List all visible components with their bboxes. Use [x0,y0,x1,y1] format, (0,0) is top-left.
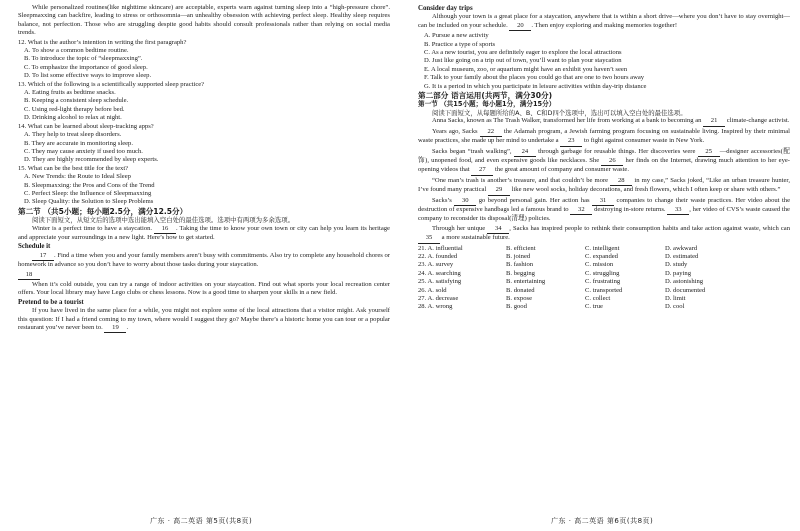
blank-30[interactable]: 30 [454,197,476,206]
choice-c: C. As a new tourist, you are definitely eager to explore the local attractions [424,49,622,57]
option-a: A. Eating fruits as bedtime snacks. [24,89,116,97]
option-a: 21. A. influential [418,244,463,252]
option-b: B. They are accurate in monitoring sleep. [24,139,134,147]
option-d: D. awkward [665,244,698,252]
question-14 [18,123,390,165]
option-d: D. Sleep Quality: the Solution to Sleep Problems [24,198,154,206]
options-row-27 [418,295,790,303]
blank-18-heading [18,271,390,280]
indoor-paragraph: When it’s cold outside, you can try a range of indoor activities on your staycation. Find out what sports your local recreation center offers. Your local library may have Lego clubs or chess lessons. Now is a good time to sharpen your skills in a new field. [18,281,390,297]
question-15 [18,165,390,207]
question-stem: 13. Which of the following is a scientifically supported sleep practice? [18,80,205,88]
option-c: C. collect [585,295,611,302]
sleep-passage-paragraph: While personalized routines(like nighttime skincare) are acceptable, experts warn against turning sleep into a “high-pressure chore”. Sleepmaxxing can backfire, leading to stress or orthosomnia—an unhealthy obsession with achieving perfect sleep. Healthy sleep requires balance, not perfection. Those who are struggling despite good habits should consult professionals rather than relying on social media trends. [18,4,390,37]
choice-d: D. Just like going on a trip out of town, you’ll want to plan your staycation [424,57,622,65]
options-row-24 [418,270,790,278]
question-13 [18,81,390,123]
option-b: B. begging [506,269,535,277]
section-1-instructions: 阅读下面短文，从每题所给的A、B、C和D四个选项中，选出可以填入空白处的最佳选项。 [432,108,687,117]
blank-16[interactable]: 16 [154,225,176,234]
section-1-title: 第一节 （共15小题；每小题1分，满分15分） [418,100,556,109]
blank-27[interactable]: 27 [471,166,493,175]
options-row-28 [418,303,790,311]
option-a: A. They help to treat sleep disorders. [24,131,122,139]
option-d: D. study [665,261,688,269]
option-c: C. mission [585,261,614,269]
part-2-title: 第二部分 语言运用(共两节，满分30分) [418,91,553,101]
schedule-paragraph: 17 . Find a time when you and your family members aren’t busy with commitments. Also try to complete any household chores or homework in advance so you don’t have to worry about those tasks during your staycation. [18,251,390,269]
day-trips-paragraph: Although your town is a great place for a staycation, anywhere that is within a short drive—where you don’t have to stay overnight—can be included on your schedule. 20 . Then enjoy exploring and making memories together! [418,13,790,31]
option-c: C. Perfect Sleep: the Influence of Sleepmaxxing [24,189,152,197]
section-2-instructions: 阅读下面短文，从短文后的选项中选出能填入空白处的最佳选项。选项中有两项为多余选项。 [32,216,295,225]
option-d: D. limit [665,295,686,302]
option-b: B. expose [506,295,533,302]
page-6-footer: 广东 · 高二英语 第6页(共8页) [551,517,654,525]
blank-34[interactable]: 34 [487,225,509,234]
option-c: C. expanded [585,252,618,260]
page-5-column [18,4,390,514]
cloze-paragraph-2: Years ago, Sacks 22 the Adamah program, a Jewish farming program focusing on sustainable living. Inspired by their minimal waste practices, she made up her mind to undertake a 23 to fight against consumer waste in New York. [418,128,790,147]
cloze-options-table [418,245,790,312]
blank-35[interactable]: 35 [418,234,440,243]
blank-19[interactable]: 19 [104,324,126,333]
option-a: A. New Trends: the Route to Ideal Sleep [24,173,131,181]
options-row-23 [418,261,790,269]
staycation-intro: Winter is a perfect time to have a staycation. 16 . Taking the time to know your own town or city can help you learn its heritage and appreciate your surroundings in a new light. Here’s how to get started. [18,224,390,241]
option-d: D. astonishing [665,278,704,286]
blank-26[interactable]: 26 [601,157,623,166]
option-d: D. They are highly recommended by sleep experts. [24,156,159,164]
option-b: B. efficient [506,244,536,252]
blank-23[interactable]: 23 [560,137,582,146]
heading-schedule-it: Schedule it [18,243,51,251]
blank-29[interactable]: 29 [488,186,510,195]
option-a: 28. A. wrong [418,303,453,311]
option-d: D. paying [665,269,692,277]
option-b: B. good [506,303,527,311]
heading-day-trips: Consider day trips [418,5,473,12]
option-b: B. fashion [506,261,534,269]
blank-21[interactable]: 21 [703,117,725,126]
option-c: C. intelligent [585,244,620,252]
options-row-26 [418,287,790,295]
blank-20[interactable]: 20 [509,22,531,31]
option-d: D. Drinking alcohol to relax at night. [24,114,122,122]
option-d: D. cool [665,303,685,311]
blank-17[interactable]: 17 [32,252,54,261]
blank-24[interactable]: 24 [514,148,536,157]
option-d: D. To list some effective ways to improve sleep. [24,72,152,80]
cloze-paragraph-6: Through her unique 34 , Sacks has inspired people to rethink their consumption habits and take action against waste, which can 35 a more sustainable future. [418,225,790,244]
option-a: 27. A. decrease [418,295,459,302]
heading-pretend-tourist: Pretend to be a tourist [18,298,84,306]
option-c: C. struggling [585,269,620,277]
blank-31[interactable]: 31 [592,197,614,206]
option-a: 23. A. survey [418,261,454,269]
cloze-paragraph-5: Sacks’s 30 go beyond personal gain. Her action has 31 companies to change their waste practices. Her video about the destruction of expensive handbags led a famous brand to 32 destroying in-store returns. 33 , her video of CVS’s waste caused the company to reconsider its disposal(清理) policies. [418,196,790,223]
choice-f: F. Talk to your family about the places you could go that are one to two hours away [424,74,645,82]
cloze-paragraph-4: “One man’s trash is another’s treasure, and that couldn’t be more 28 in my case,” Sacks joked, “Like an urban treasure hunter, I’ve found many practical 29 like new wool socks, holiday decorations, and fresh flowers, which I often keep or share with others.” [418,177,790,196]
blank-32[interactable]: 32 [570,206,592,215]
section-2-title: 第二节 （共5小题；每小题2.5分，满分12.5分） [18,206,188,216]
choice-e: E. A local museum, zoo, or aquarium might have an exhibit you haven’t seen [424,65,628,73]
option-c: C. true [585,303,603,311]
option-b: B. entertaining [506,278,546,286]
choice-a: A. Pursue a new activity [424,32,489,40]
options-row-21 [418,245,790,253]
blank-25[interactable]: 25 [698,148,720,157]
option-b: B. To introduce the topic of “sleepmaxxing”. [24,55,143,63]
blank-28[interactable]: 28 [610,177,632,186]
option-b: B. Sleepmaxxing: the Pros and Cons of the Trend [24,181,155,189]
option-d: D. estimated [665,252,699,260]
seven-choices-list [418,32,790,91]
option-a: 22. A. founded [418,252,458,260]
option-a: 24. A. searching [418,269,461,277]
choice-g: G. It is a period in which you participate in leisure activities within day-trip distance [424,82,647,90]
blank-33[interactable]: 33 [667,206,689,215]
option-c: C. Using red-light therapy before bed. [24,105,125,113]
options-row-25 [418,278,790,286]
question-stem: 14. What can be learned about sleep-tracking apps? [18,122,154,130]
option-b: B. donated [506,286,535,294]
cloze-paragraph-1: Anna Sacks, known as The Trash Walker, transformed her life from working at a bank to becoming an 21 climate-change activist. [418,117,790,126]
cloze-paragraph-3: Sacks began “trash walking”, 24 through garbage for reusable things. Her discoveries were 25 —designer accessories(配饰), unopened food, and even expensive goods like necklaces. She 26 her finds on the Internet, drawing much attention to her eye-opening videos that 27 the great amount of company and consumer waste. [418,148,790,176]
question-stem: 15. What can be the best title for the text? [18,164,129,172]
option-c: C. They may cause anxiety if used too much. [24,147,143,155]
tourist-paragraph: If you have lived in the same place for a while, you might not explore some of the local attractions that a visitor might. Ask yourself this question: If I had a friend coming to my town, where would I suggest they go? Maybe there’s a historic home you can tour or a popular restaurant you’ve never been to. 19 . [18,307,390,333]
option-c: C. transported [585,286,623,294]
option-c: C. To emphasize the importance of good sleep. [24,63,148,71]
option-b: B. Keeping a consistent sleep schedule. [24,97,129,105]
option-a: A. To show a common bedtime routine. [24,47,129,55]
choice-b: B. Practice a type of sports [424,40,496,48]
option-b: B. joined [506,252,531,260]
options-row-22 [418,253,790,261]
option-c: C. frustrating [585,278,621,286]
option-a: 25. A. satisfying [418,278,462,286]
blank-22[interactable]: 22 [480,128,502,137]
option-a: 26. A. sold [418,286,447,294]
option-d: D. documented [665,286,706,294]
page-6-column [418,4,790,514]
question-stem: 12. What is the author’s intention in writing the first paragraph? [18,38,187,46]
blank-18[interactable]: 18 [18,271,40,280]
question-12 [18,39,390,81]
page-5-footer: 广东 · 高二英语 第5页(共8页) [150,517,253,525]
